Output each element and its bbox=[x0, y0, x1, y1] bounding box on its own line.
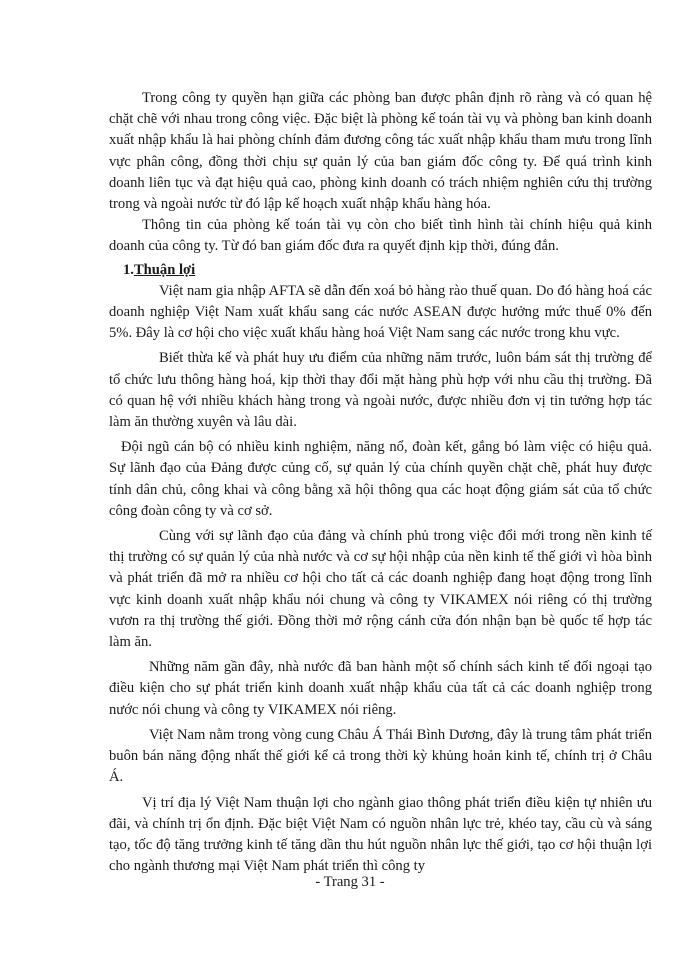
paragraph-leadership: Cùng với sự lãnh đạo của đảng và chính phủ trong việc đổi mới trong nền kinh tế thị trường có sự quản lý của nhà nước và cơ sự hội nhập của nền kinh tế thế giới vì hòa bình và phát triển đã mở ra nhiều cơ hội cho tất cả các doanh nghiệp đang hoạt động trong lĩnh vực kinh doanh xuất nhập khẩu nói chung và công ty VIKAMEX nói riêng có thị trường vươn ra thị trường thế giới. Đồng thời mở rộng cánh cửa đón nhận bạn bè quốc tế hợp tác làm ăn. bbox=[109, 528, 652, 651]
section-heading bbox=[109, 260, 652, 281]
paragraph-experience: Biết thừa kế và phát huy ưu điểm của những năm trước, luôn bám sát thị trường để tổ chức lưu thông hàng hoá, kịp thời thay đổi mặt hàng phù hợp với nhu cầu thị trường. Đã có quan hệ với nhiều khách hàng trong và ngoài nước, được nhiều đơn vị tin tưởng hợp tác làm ăn thường xuyên và lâu dài. bbox=[109, 350, 652, 431]
paragraph-staff: Đội ngũ cán bộ có nhiều kinh nghiệm, năng nổ, đoàn kết, gắng bó làm việc có hiệu quả. Sự lãnh đạo của Đảng được củng cố, sự quản lý của chính quyền chặt chẽ, phát huy được tính dân chủ, công khai và công bằng xã hội thông qua các hoạt động giám sát của tổ chức công đoàn công ty và cơ sở. bbox=[109, 439, 652, 519]
paragraph-asia-pacific: Việt Nam nằm trong vòng cung Châu Á Thái Bình Dương, đây là trung tâm phát triển buôn bán năng động nhất thế giới kể cả trong thời kỳ khủng hoản kinh tế, chính trị ở Châu Á. bbox=[109, 726, 652, 786]
paragraph-departments: Trong công ty quyền hạn giữa các phòng ban được phân định rõ ràng và có quan hệ chặt chẽ với nhau trong công việc. Đặc biệt là phòng kế toán tài vụ và phòng ban kinh doanh xuất nhập khẩu là hai phòng chính đảm đương công tác xuất nhập khẩu tham mưu trong lĩnh vực phân công, đồng thời chịu sự quản lý của ban giám đốc công ty. Để quá trình kinh doanh liên tục và đạt hiệu quả cao, phòng kinh doanh có trách nhiệm nghiên cứu thị trường trong và ngoài nước từ đó lập kế hoạch xuất nhập khẩu hàng hóa. bbox=[109, 90, 652, 213]
section-number: 1. bbox=[123, 261, 134, 278]
paragraph-geography: Vị trí địa lý Việt Nam thuận lợi cho ngành giao thông phát triển điều kiện tự nhiên ưu đãi, và chính trị ổn định. Đặc biệt Việt Nam có nguồn nhân lực trẻ, khéo tay, cầu cù và sáng tạo, tốc độ tăng trưởng kinh tế tăng dần thu hút nguồn nhân lực thế giới, tạo cơ hội thuận lợi cho ngành thương mại Việt Nam phát triển thì công ty bbox=[109, 794, 652, 875]
document-body bbox=[109, 88, 652, 877]
page-number-footer: - Trang 31 - bbox=[315, 874, 385, 890]
paragraph-accounting: Thông tin của phòng kế toán tài vụ còn cho biết tình hình tài chính hiệu quả kinh doanh của công ty. Từ đó ban giám đốc đưa ra quyết định kịp thời, đúng đắn. bbox=[109, 217, 652, 255]
section-title: Thuận lợi bbox=[133, 261, 196, 278]
paragraph-afta: Việt nam gia nhập AFTA sẽ dẫn đến xoá bỏ hàng rào thuế quan. Do đó hàng hoá các doanh nghiệp Việt Nam xuất khẩu sang các nước ASEAN được hưởng mức thuế 0% đến 5%. Đây là cơ hội cho việc xuất khẩu hàng hoá Việt Nam sang các nước trong khu vực. bbox=[109, 282, 652, 342]
paragraph-policy: Những năm gần đây, nhà nước đã ban hành một số chính sách kinh tế đối ngoại tạo điều kiện cho sự phát triển kinh doanh xuất nhập khẩu của tất cả các doanh nghiệp trong nước nói chung và công ty VIKAMEX nói riêng. bbox=[109, 659, 652, 718]
